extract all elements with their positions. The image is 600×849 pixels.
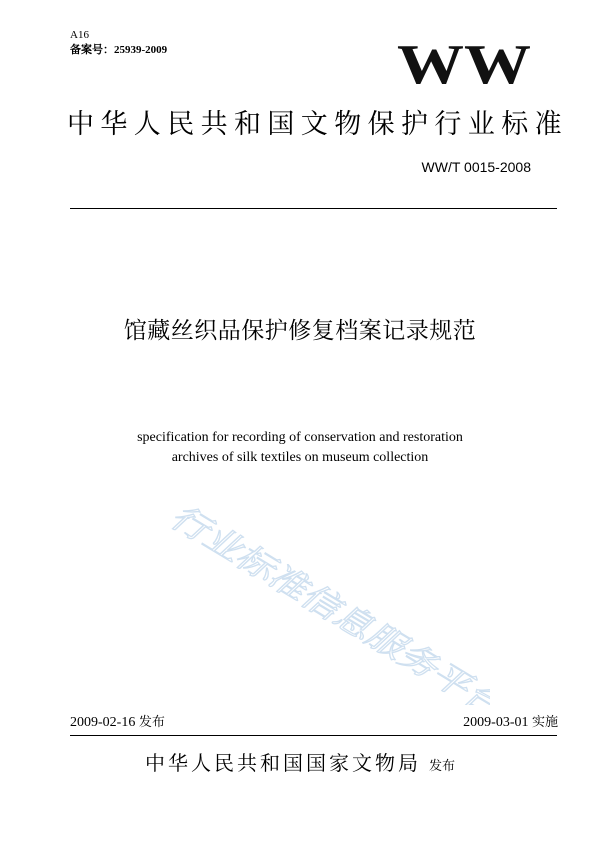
publisher-line xyxy=(0,750,600,780)
watermark-text: 行业标准信息服务平台 xyxy=(163,496,467,700)
filing-number: 备案号：25939-2009 xyxy=(70,44,168,56)
standard-category-title: 中华人民共和国文物保护行业标准 xyxy=(67,109,568,140)
ww-logo-text: WW xyxy=(397,36,531,90)
publish-label: 发布 xyxy=(428,759,455,774)
document-title-chinese: 馆藏丝织品保护修复档案记录规范 xyxy=(123,318,477,344)
classification-code: A16 xyxy=(70,29,89,41)
ww-logo-icon xyxy=(394,36,534,90)
publisher-name: 中华人民共和国国家文物局 xyxy=(144,751,421,775)
english-title-line-2: archives of silk textiles on museum collection xyxy=(171,450,429,465)
bottom-divider xyxy=(70,735,557,736)
standard-number: WW/T 0015-2008 xyxy=(421,159,531,175)
document-title-english xyxy=(0,428,600,468)
issue-date: 2009-02-16 xyxy=(70,715,136,730)
issue-date-line xyxy=(70,714,165,732)
english-title-line-1: specification for recording of conservation and restoration xyxy=(137,430,463,445)
implementation-label: 实施 xyxy=(531,715,558,730)
top-divider xyxy=(70,208,557,209)
issue-label: 发布 xyxy=(138,715,165,730)
watermark xyxy=(150,475,490,705)
implementation-date: 2009-03-01 xyxy=(463,715,529,730)
implementation-date-line xyxy=(463,714,558,732)
